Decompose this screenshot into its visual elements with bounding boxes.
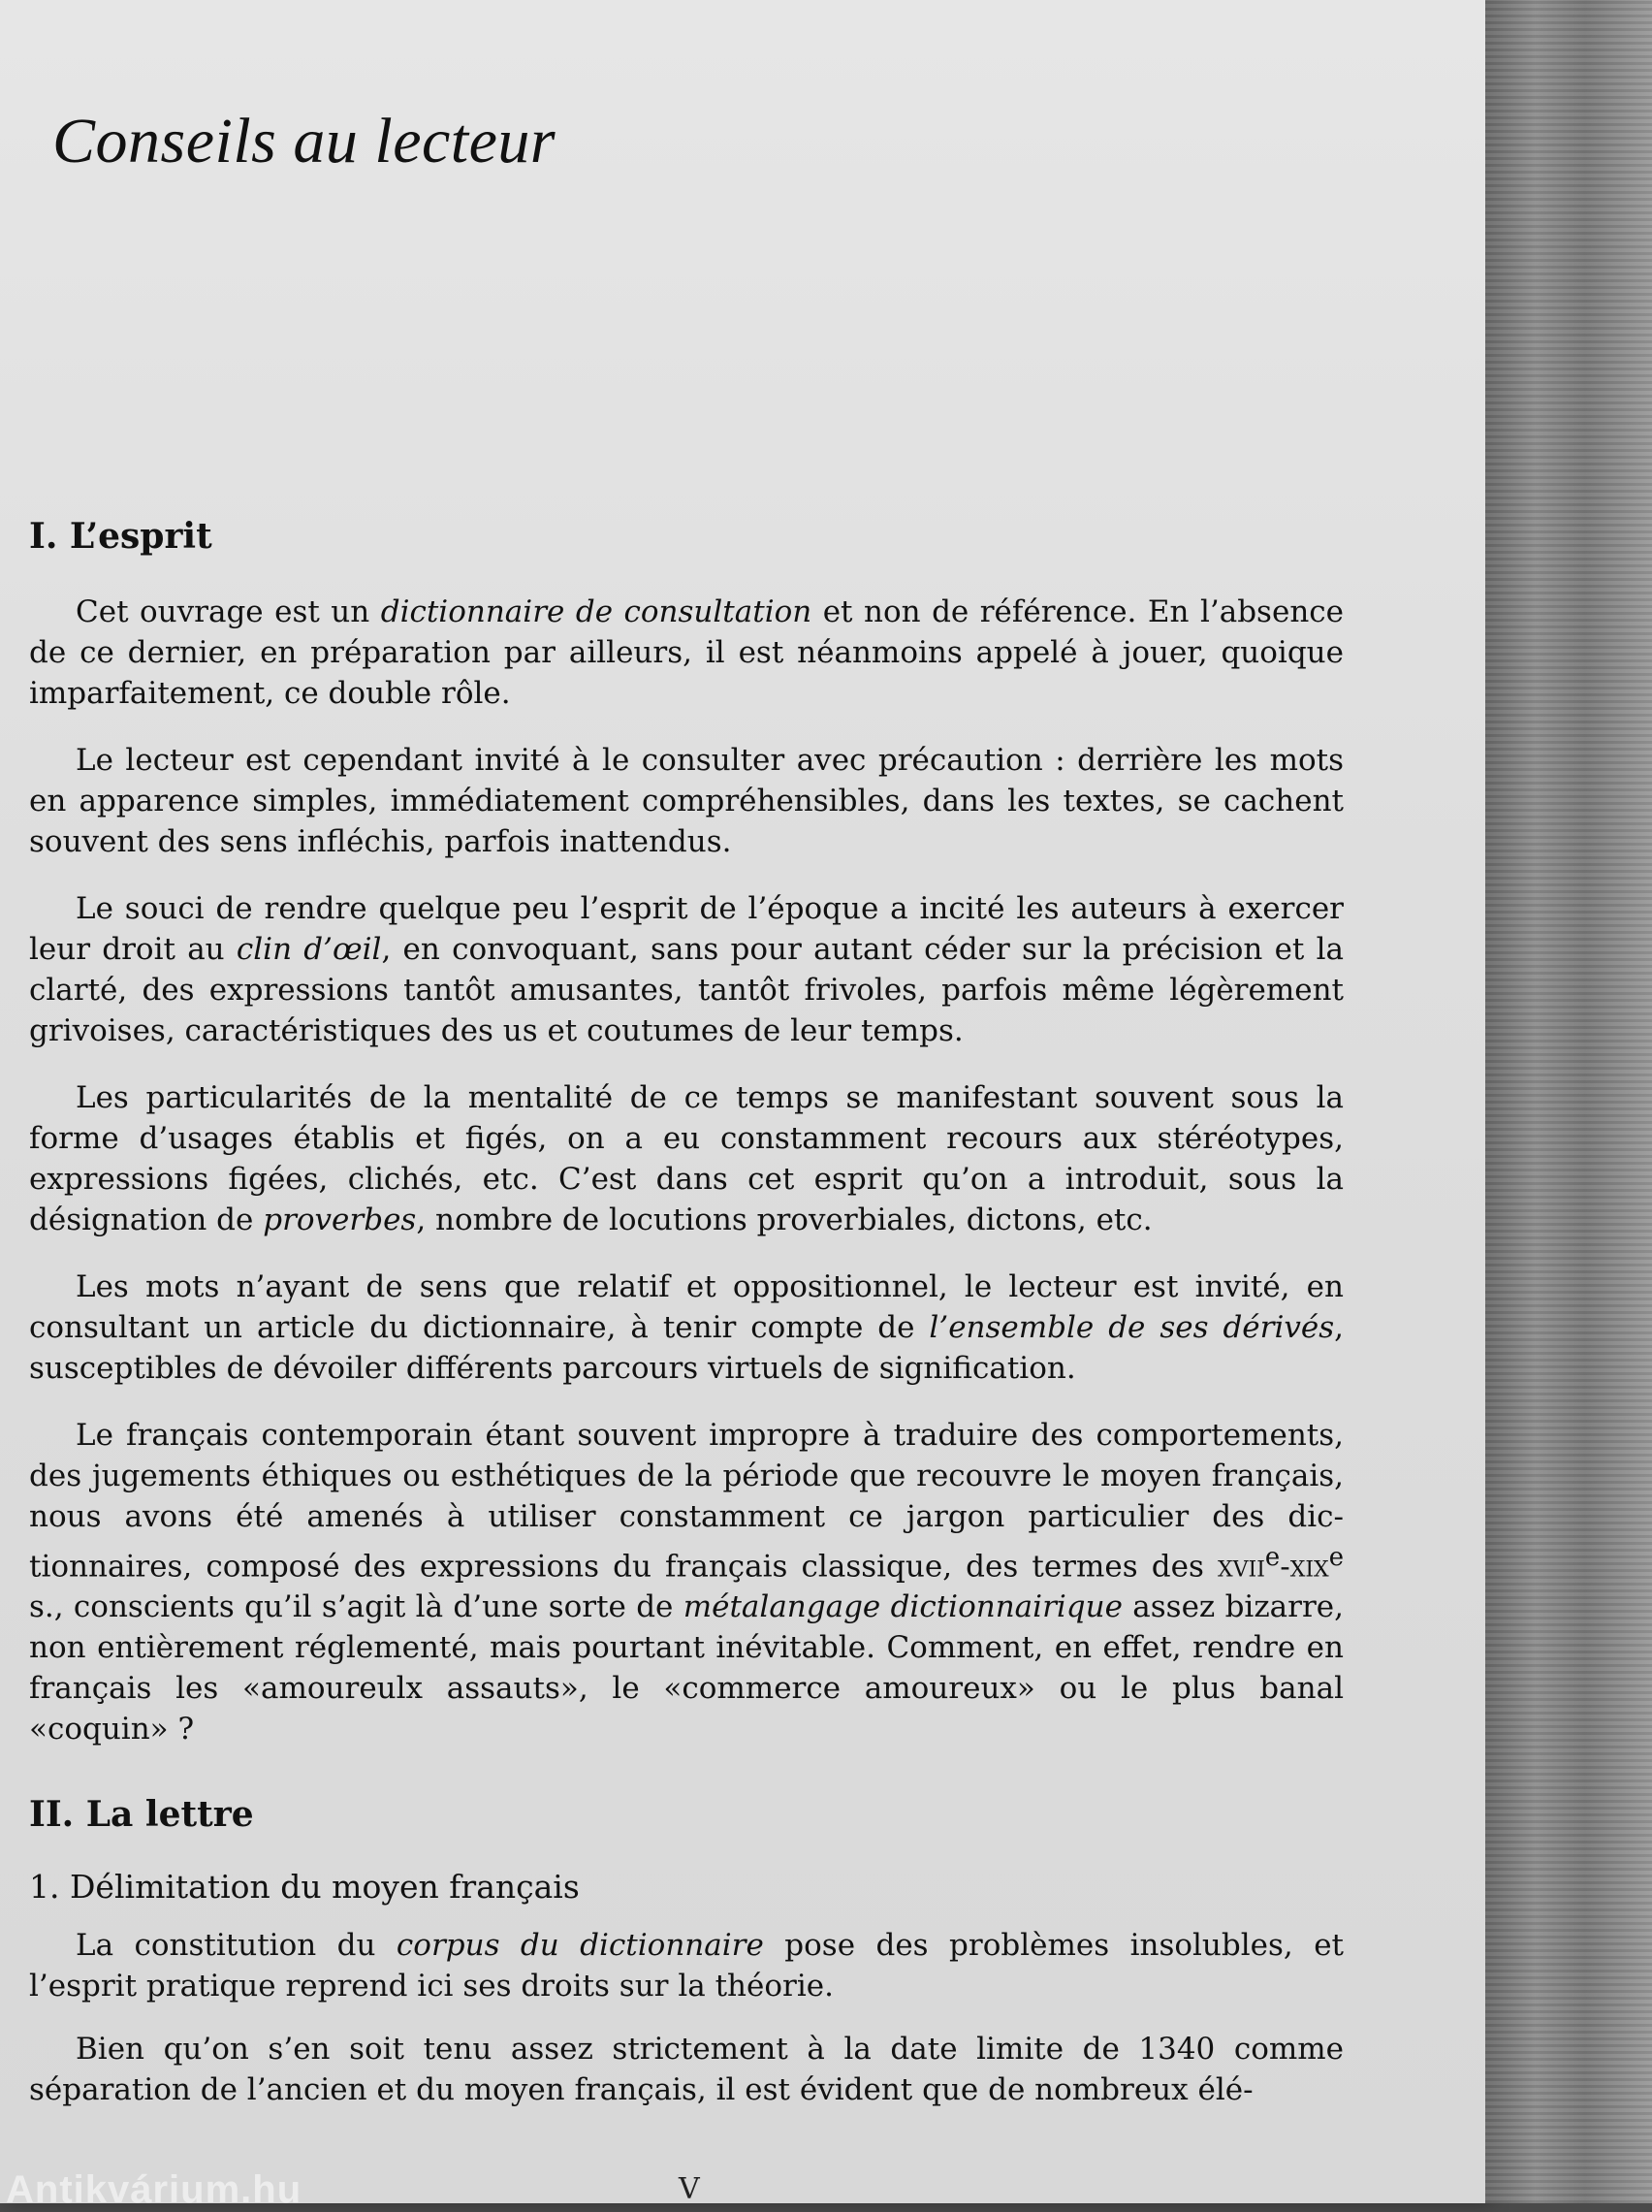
subheading-delimitation: 1. Délimitation du moyen français: [29, 1868, 580, 1906]
paragraph-proverbes: Les particularités de la mentalité de ce temps se manifestant souvent sous la forme d’usages établis et figés, on a eu constamment recours aux stéréotypes, expressions figées, clichés, etc. C’est dans cet esprit qu’on a introduit, sous la désignation de proverbes, nombre de locutions proverbiales, dictons, etc.: [29, 1080, 1344, 1237]
paragraph-consultation: Cet ouvrage est un dictionnaire de consultation et non de référence. En l’absence de ce dernier, en préparation par ailleurs, il est néanmoins appelé à jouer, quoique imparfaitement, ce double rôle.: [29, 594, 1344, 711]
background-edge: [1485, 0, 1652, 2203]
paragraph-derives: Les mots n’ayant de sens que relatif et oppositionnel, le lecteur est invité, en consultant un article du dictionnaire, à tenir compte de l’ensemble de ses dérivés, susceptibles de dévoiler différents parcours virtuels de signification.: [29, 1269, 1344, 1386]
section-heading-lettre: II. La lettre: [29, 1794, 254, 1835]
paragraph-precaution: Le lecteur est cependant invité à le consulter avec précaution : derrière les mots en apparence simples, immédiatement compréhensibles, dans les textes, se cachent souvent des sens infléchis, parfois inattendus.: [29, 743, 1344, 859]
watermark: Antikvárium.hu: [6, 2168, 302, 2211]
paragraph-metalangage: Le français contemporain étant souvent impropre à traduire des comportements, des jugements éthiques ou esthétiques de la période que recouvre le moyen français, nous avons été amenés à utiliser constamment ce jargon particulier des dictionnaires, composé des expressions du français classique, des termes des xvii$^e$-xix$^e$ s., conscients qu’il s’agit là d’une sorte de métalangage dictionnairique assez bizarre, non entièrement réglementé, mais pourtant inévitable. Comment, en effet, rendre en français les «amoureulx assauts», le «commerce amoureux» ou le plus banal «coquin» ?: [29, 1418, 1344, 1747]
paragraph-corpus: La constitution du corpus du dictionnaire pose des problèmes insolubles, et l’esprit pratique reprend ici ses droits sur la théorie.: [29, 1928, 1345, 2004]
section-heading-esprit: I. L’esprit: [29, 516, 212, 557]
page-title: Conseils au lecteur: [52, 106, 556, 176]
page-folio: V: [679, 2172, 700, 2206]
paragraph-clin-doeil: Le souci de rendre quelque peu l’esprit de l’époque a incité les auteurs à exercer leur droit au clin d’œil, en convoquant, sans pour autant céder sur la précision et la clarté, des expressions tantôt amusantes, tantôt frivoles, parfois même légèrement grivoises, caractéristiques des us et coutumes de leur temps.: [29, 891, 1344, 1048]
paragraph-date-limite: Bien qu’on s’en soit tenu assez strictement à la date limite de 1340 comme séparation de l’ancien et du moyen français, il est évident que de nombreux élé-: [29, 2032, 1344, 2107]
